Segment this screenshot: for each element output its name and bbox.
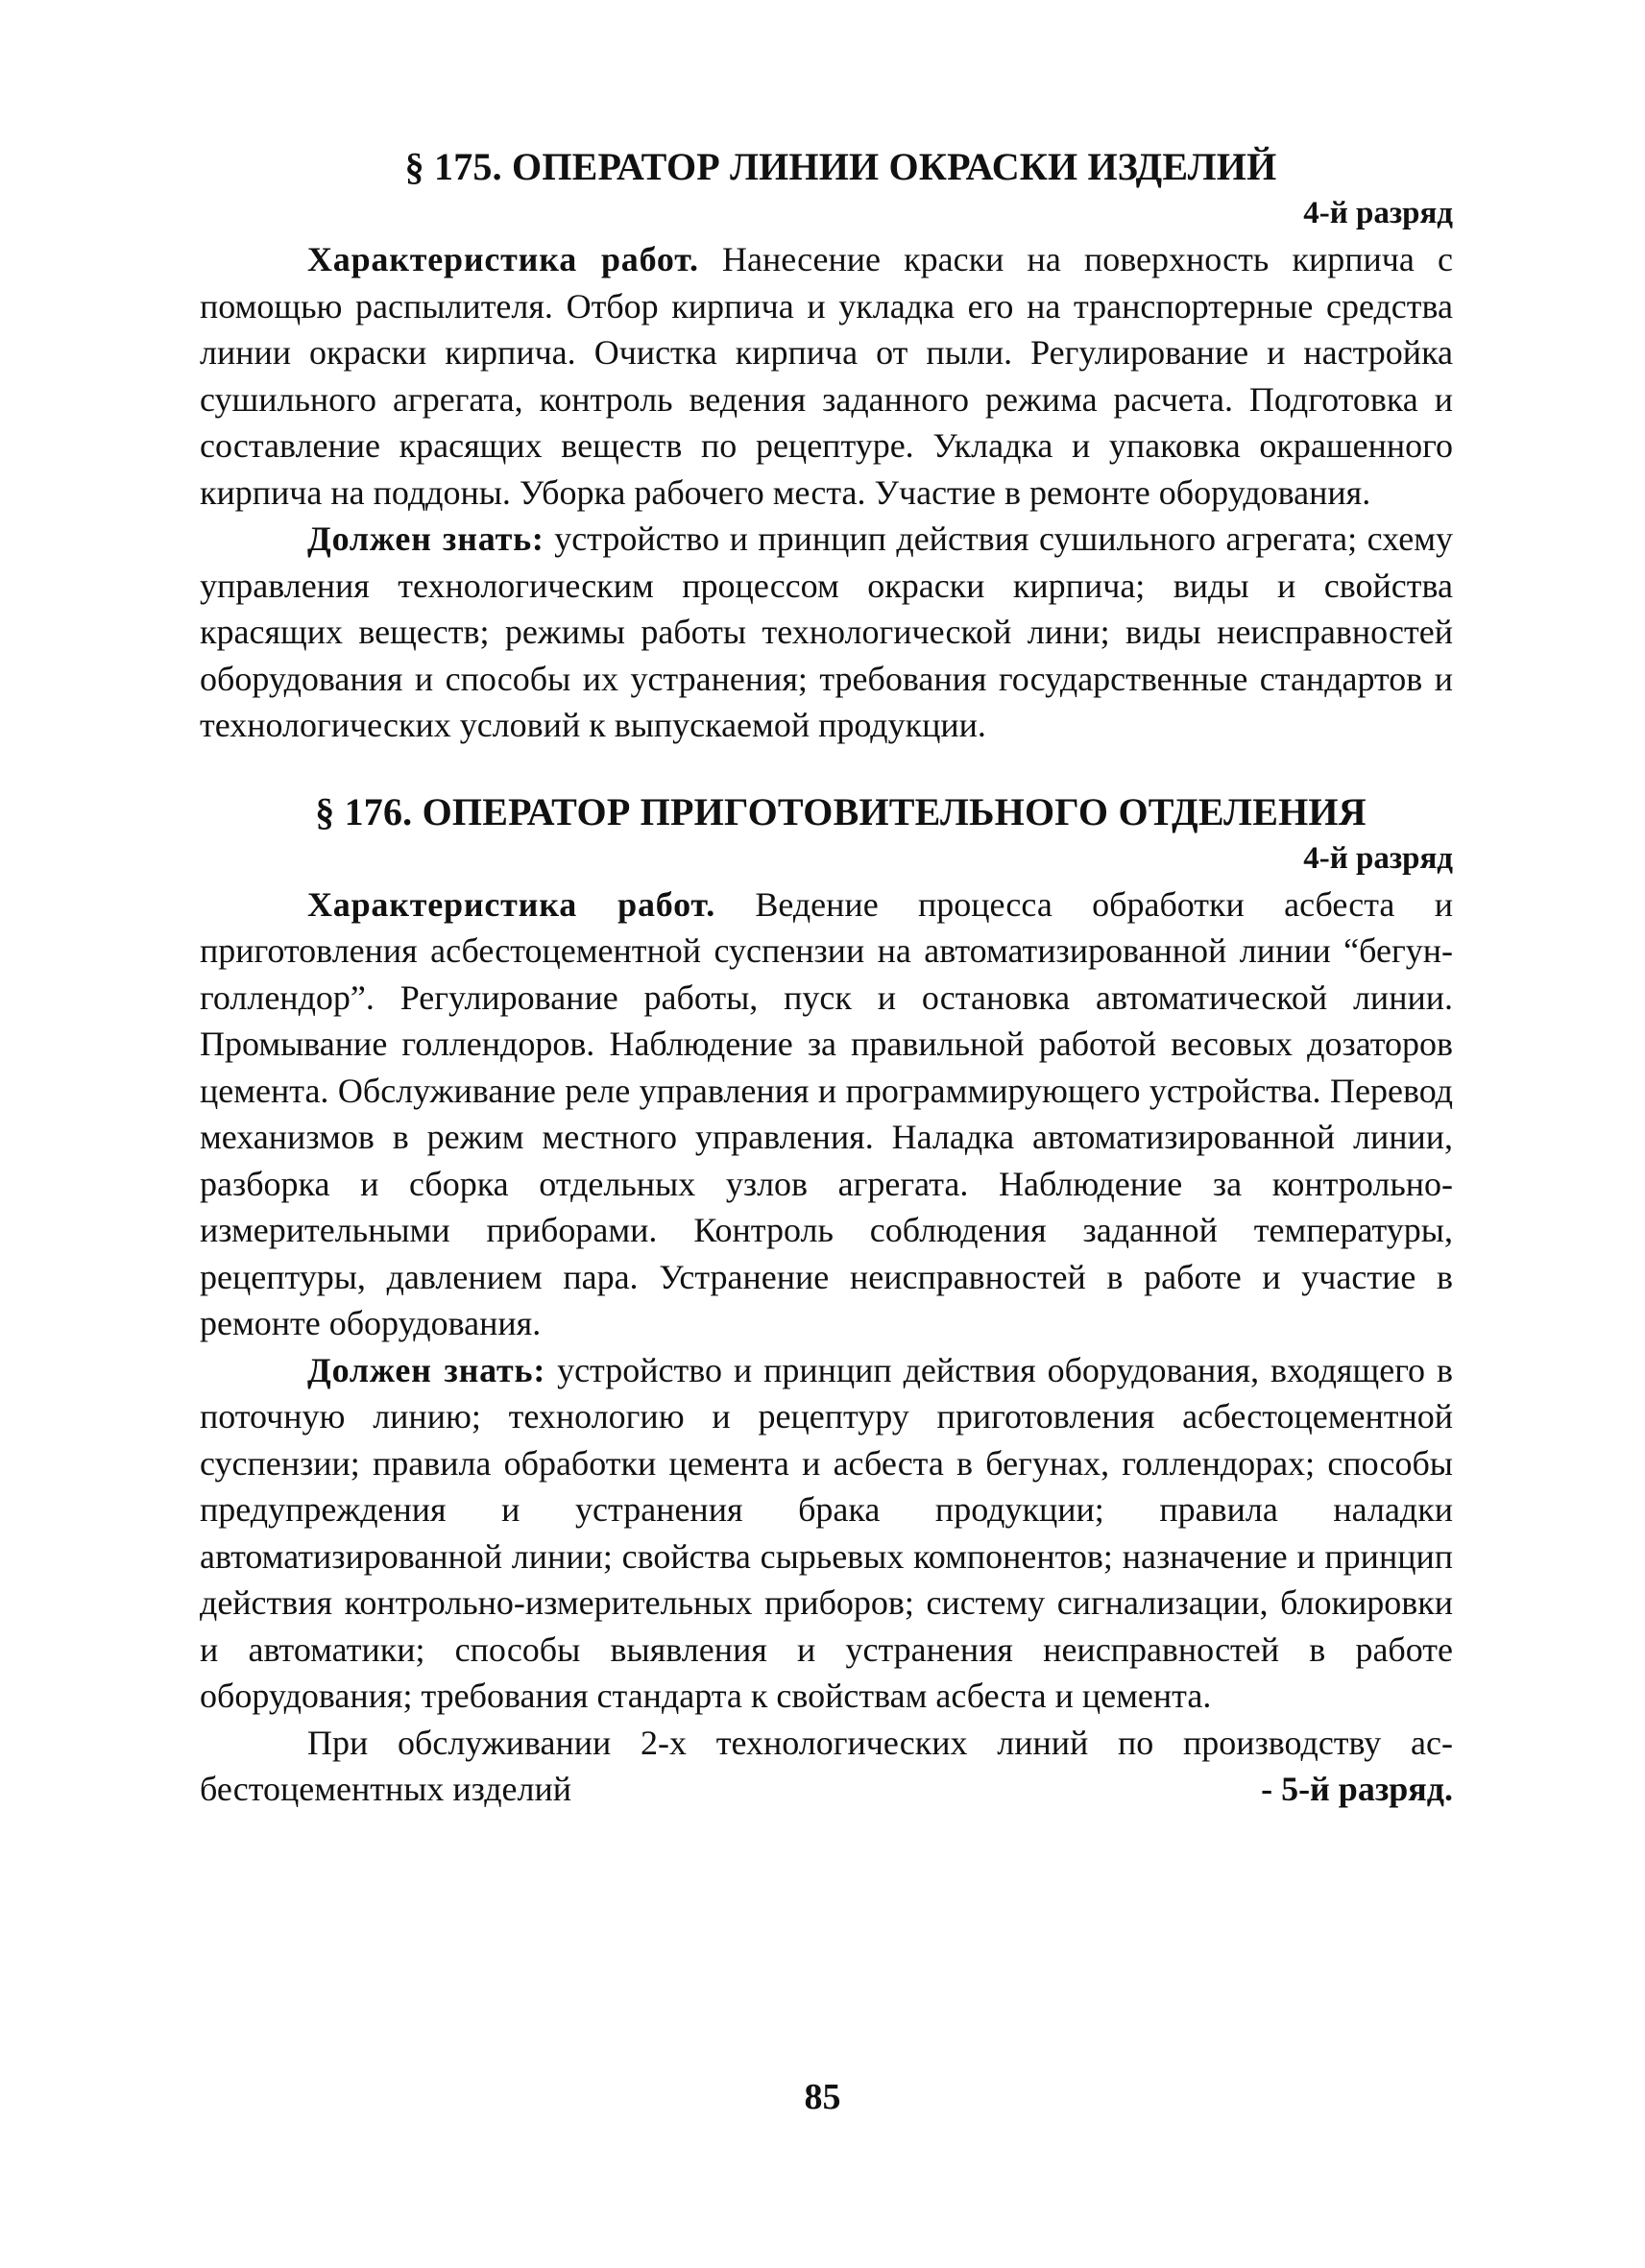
section-176-characteristics (200, 881, 1453, 1347)
knowledge-label: Должен знать: (307, 519, 544, 558)
page-number: 85 (804, 2077, 841, 2117)
characteristics-label: Характеристика работ. (307, 884, 715, 924)
section-175-grade: 4-й разряд (1303, 196, 1453, 230)
section-176-note-last-line (200, 1766, 1453, 1813)
section-176-knowledge (200, 1347, 1453, 1720)
knowledge-label: Должен знать: (307, 1350, 546, 1389)
section-176-heading: § 176. ОПЕРАТОР ПРИГОТОВИТЕЛЬНОГО ОТДЕЛЕНИЯ (315, 789, 1367, 833)
section-175-knowledge (200, 516, 1453, 749)
characteristics-text: Ведение процесса обработки асбеста и приготовления асбестоцементной суспензии на автоматизированной линии “бегун-голлендор”. Регулирование работы, пуск и остановка автоматической линии. Промывание голлендоров. Наблюдение за правильной работой весовых дозаторов цемента. Обслуживание реле управления и программирующего устройства. Перевод механизмов в режим местного управления. Наладка автоматизированной линии, разборка и сборка отдельных узлов агрегата. Наблюдение за контрольно-измерительными приборами. Контроль соблюдения заданной температуры, рецептуры, давлением пара. Устранение неисправностей в работе и участие в ремонте оборудования. (200, 884, 1454, 1342)
knowledge-text: устройство и принцип действия оборудования, входящего в поточную линию; технологию и рецептуру приготовления асбестоцементной суспензии; правила обработки цемента и асбеста в бегунах, голлендорах; способы предупреждения и устранения брака продукции; правила наладки автоматизированной линии; свойства сырьевых компонентов; назначение и принцип действия контрольно-измерительных приборов; систему сигнализации, блокировки и автоматики; способы выявления и устранения неисправностей в работе оборудования; требования стандарта к свойствам асбеста и цемента. (200, 1350, 1453, 1715)
characteristics-label: Характеристика работ. (307, 240, 699, 278)
section-176-grade: 4-й разряд (1303, 840, 1453, 876)
note-last-text: бестоцементных изделий (200, 1770, 572, 1808)
characteristics-text: Нанесение краски на поверхность кирпича с помощью распылителя. Отбор кирпича и укладка его на транспортерные средства линии окраски кирпича. Очистка кирпича от пыли. Регулирование и настройка сушильного агрегата, контроль ведения заданного режима расчета. Подготовка и составление красящих веществ по рецептуре. Укладка и упаковка окрашенного кирпича на поддоны. Уборка рабочего места. Участие в ремонте оборудования. (200, 240, 1453, 512)
knowledge-text: устройство и принцип действия сушильного агрегата; схему управления технологическим процессом окраски кирпича; виды и свойства красящих веществ; режимы работы технологической лини; виды неисправностей оборудования и способы их устранения; требования государственные стандартов и технологических условий к выпускаемой продукции. (200, 519, 1453, 744)
section-175-heading: § 175. ОПЕРАТОР ЛИНИИ ОКРАСКИ ИЗДЕЛИЙ (404, 145, 1277, 188)
document-page (200, 144, 1453, 1813)
section-176-note: При обслуживании 2-х технологических линий по производству ас- (307, 1723, 1453, 1762)
section-gap (200, 749, 1453, 789)
section-175-characteristics (200, 236, 1453, 516)
note-grade: - 5-й разряд. (1261, 1770, 1453, 1808)
